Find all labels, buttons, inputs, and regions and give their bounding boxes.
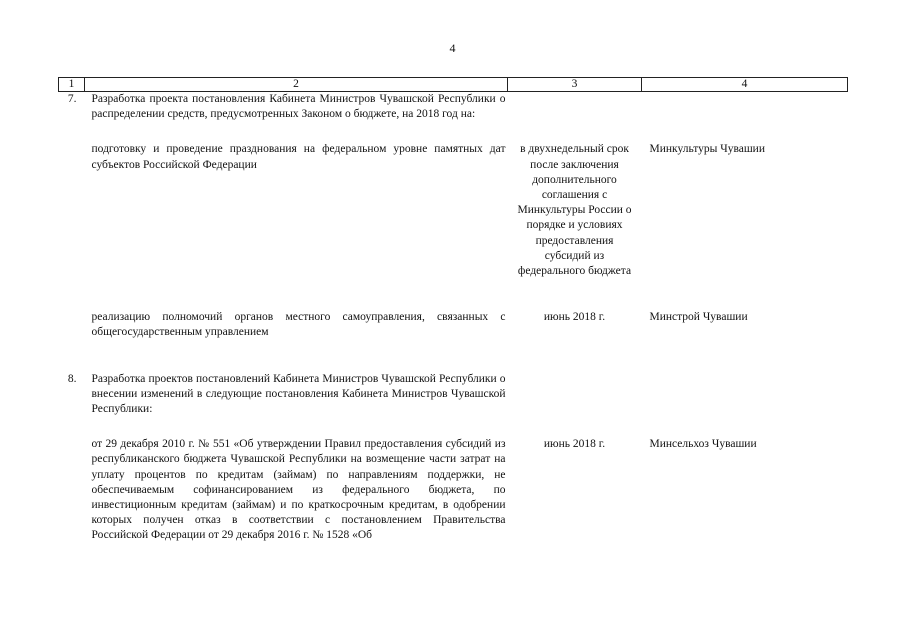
item-responsible: Минстрой Чувашии — [649, 311, 748, 324]
item-responsible — [642, 372, 848, 418]
column-header-2: 2 — [85, 78, 508, 92]
item-number — [59, 437, 85, 543]
item-number — [59, 142, 85, 279]
column-header-3: 3 — [508, 78, 642, 92]
row-spacer — [59, 341, 848, 372]
item-text: подготовку и проведение празднования на федеральном уровне памятных дат субъектов Российской Федерации — [91, 143, 506, 171]
item-number: 7. — [67, 93, 77, 105]
table-header — [59, 78, 848, 92]
row-spacer — [59, 122, 848, 142]
table-row — [59, 142, 848, 279]
item-responsible — [642, 92, 848, 123]
item-term — [508, 372, 642, 418]
item-number: 8. — [67, 372, 77, 385]
row-spacer — [59, 417, 848, 437]
column-header-4: 4 — [642, 78, 848, 92]
item-responsible: Минкультуры Чувашии — [649, 143, 765, 156]
item-text: от 29 декабря 2010 г. № 551 «Об утверждении Правил предоставления субсидий из республиканского бюджета Чувашской Республики на возмещение части затрат на уплату процентов по кредитам (займам) по направлениям поддержки, не обеспечиваемым софинансированием из федерального бюджета, по инвестиционным кредитам (займам) и по краткосрочным кредитам, в одобрении которых получен отказ в соответствии с постановлением Правительства Российской Федерации от 29 декабря 2016 г. № 1528 «Об — [91, 438, 506, 542]
item-text: реализацию полномочий органов местного самоуправления, связанных с общегосударственным управлением — [91, 311, 506, 339]
column-header-1: 1 — [59, 78, 85, 92]
item-term — [508, 92, 642, 123]
table-row — [59, 372, 848, 418]
table-row — [59, 92, 848, 123]
item-term: в двухнедельный срок после заключения дополнительного соглашения с Минкультуры России о порядке и условиях предоставления субсидий из федерального бюджета — [517, 143, 632, 278]
table-row — [59, 437, 848, 543]
item-responsible: Минсельхоз Чувашии — [649, 438, 757, 451]
table-row — [59, 310, 848, 340]
page-number: 4 — [449, 41, 456, 55]
item-term: июнь 2018 г. — [543, 311, 606, 324]
item-text: Разработка проекта постановления Кабинета Министров Чувашской Республики о распределении средств, предусмотренных Законом о бюджете, на 2018 год на: — [91, 93, 506, 121]
row-spacer — [59, 279, 848, 310]
item-term: июнь 2018 г. — [543, 438, 606, 451]
item-text: Разработка проектов постановлений Кабинета Министров Чувашской Республики о внесении изменений в следующие постановления Кабинета Министров Чувашской Республики: — [91, 372, 506, 416]
plan-table — [58, 77, 848, 544]
item-number — [59, 310, 85, 340]
